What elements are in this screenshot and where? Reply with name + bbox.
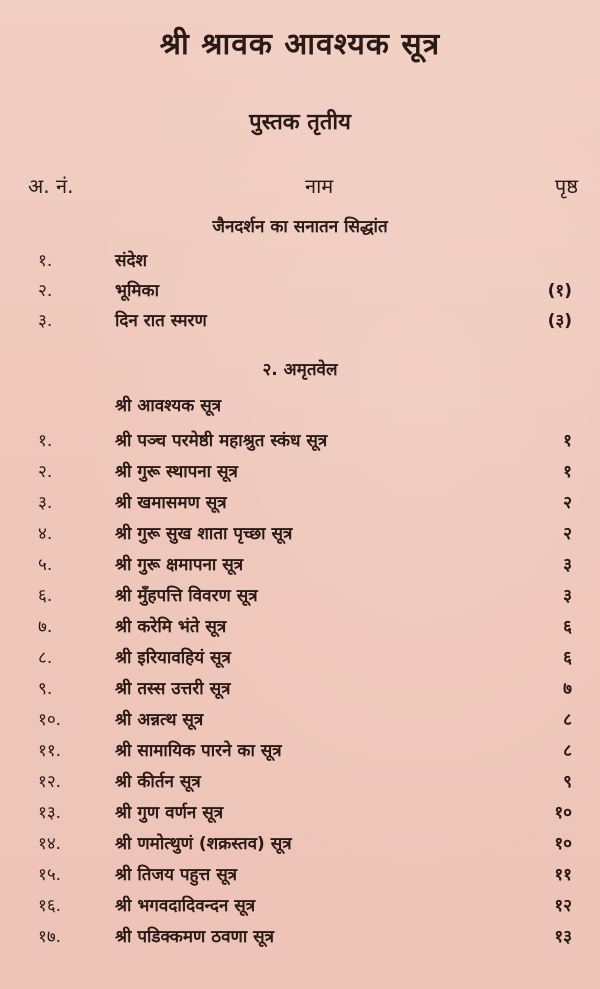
row-title: श्री इरियावहियं सूत्र	[115, 648, 231, 668]
row-title: श्री गुरू स्थापना सूत्र	[115, 462, 238, 482]
toc-row	[0, 769, 600, 799]
row-number: १७.	[38, 927, 62, 947]
page-title: श्री श्रावक आवश्यक सूत्र	[159, 27, 441, 62]
row-number: १३.	[38, 803, 62, 823]
row-number: १५.	[38, 865, 62, 885]
row-page: ८	[563, 741, 572, 761]
row-number: १०.	[38, 710, 62, 730]
toc-row	[0, 278, 600, 308]
row-number: ३.	[38, 311, 53, 331]
row-number: १६.	[38, 896, 62, 916]
row-page: ६	[563, 648, 572, 668]
row-title: श्री पडिक्कमण ठवणा सूत्र	[115, 927, 275, 947]
row-title: श्री भगवदादिवन्दन सूत्र	[115, 896, 256, 916]
row-title: श्री गुरू क्षमापना सूत्र	[115, 555, 244, 575]
row-number: ४.	[38, 524, 53, 544]
row-number: १२.	[38, 772, 62, 792]
row-title: श्री णमोत्थुणं (शक्रस्तव) सूत्र	[115, 834, 292, 854]
row-page: ११	[554, 865, 572, 885]
toc-row	[0, 614, 600, 644]
row-number: १.	[38, 431, 53, 451]
toc-row	[0, 862, 600, 892]
row-title: श्री कीर्तन सूत्र	[115, 772, 201, 792]
row-page: ३	[563, 586, 572, 606]
row-title: श्री पञ्च परमेष्ठी महाश्रुत स्कंध सूत्र	[115, 431, 328, 451]
row-title: श्री सामायिक पारने का सूत्र	[115, 741, 282, 761]
row-page: (३)	[547, 311, 572, 331]
row-number: २.	[38, 462, 53, 482]
column-header-number: अ. नं.	[28, 174, 74, 198]
row-title: श्री करेमि भंते सूत्र	[115, 617, 227, 637]
row-title: श्री तस्स उत्तरी सूत्र	[115, 679, 231, 699]
row-page: १०	[554, 834, 572, 854]
toc-row	[0, 831, 600, 861]
row-number: ९.	[38, 679, 53, 699]
row-number: ६.	[38, 586, 53, 606]
row-title: श्री अन्नत्थ सूत्र	[115, 710, 204, 730]
row-title: संदेश	[115, 251, 148, 271]
row-page: २	[563, 493, 572, 513]
row-title: भूमिका	[115, 281, 159, 301]
toc-row	[0, 552, 600, 582]
row-page: १३	[554, 927, 572, 947]
toc-row	[0, 924, 600, 954]
row-page: ३	[563, 555, 572, 575]
row-page: ७	[563, 679, 572, 699]
row-title: श्री तिजय पहुत्त सूत्र	[115, 865, 238, 885]
row-page: २	[563, 524, 572, 544]
toc-row	[0, 800, 600, 830]
row-number: १४.	[38, 834, 62, 854]
toc-row	[0, 248, 600, 278]
section-heading-1: जैनदर्शन का सनातन सिद्धांत	[212, 217, 388, 237]
row-title: दिन रात स्मरण	[115, 311, 207, 331]
row-page: १०	[554, 803, 572, 823]
page-subtitle: पुस्तक तृतीय	[249, 110, 351, 135]
toc-row	[0, 521, 600, 551]
row-number: १.	[38, 251, 53, 271]
section-heading-2: २. अमृतवेल	[262, 360, 338, 380]
toc-row	[0, 459, 600, 489]
row-title: श्री मुँहपत्ति विवरण सूत्र	[115, 586, 258, 606]
row-title: श्री खमासमण सूत्र	[115, 493, 227, 513]
column-header-page: पृष्ठ	[554, 174, 578, 198]
toc-row	[0, 707, 600, 737]
row-number: ३.	[38, 493, 53, 513]
toc-row	[0, 645, 600, 675]
toc-row	[0, 490, 600, 520]
row-page: १२	[554, 896, 572, 916]
toc-row	[0, 583, 600, 613]
toc-row	[0, 738, 600, 768]
row-title: श्री गुण वर्णन सूत्र	[115, 803, 224, 823]
row-number: ८.	[38, 648, 53, 668]
column-header-name: नाम	[305, 174, 334, 198]
row-page: ६	[563, 617, 572, 637]
row-page: १	[563, 431, 572, 451]
toc-row	[0, 676, 600, 706]
row-title: श्री गुरू सुख शाता पृच्छा सूत्र	[115, 524, 293, 544]
row-page: ८	[563, 710, 572, 730]
row-page: (१)	[547, 281, 572, 301]
row-number: ११.	[38, 741, 62, 761]
row-page: १	[563, 462, 572, 482]
row-number: ७.	[38, 617, 53, 637]
row-number: ५.	[38, 555, 53, 575]
row-number: २.	[38, 281, 53, 301]
group-heading: श्री आवश्यक सूत्र	[115, 396, 222, 416]
toc-row	[0, 428, 600, 458]
row-page: ९	[563, 772, 572, 792]
toc-row	[0, 893, 600, 923]
toc-row	[0, 308, 600, 338]
